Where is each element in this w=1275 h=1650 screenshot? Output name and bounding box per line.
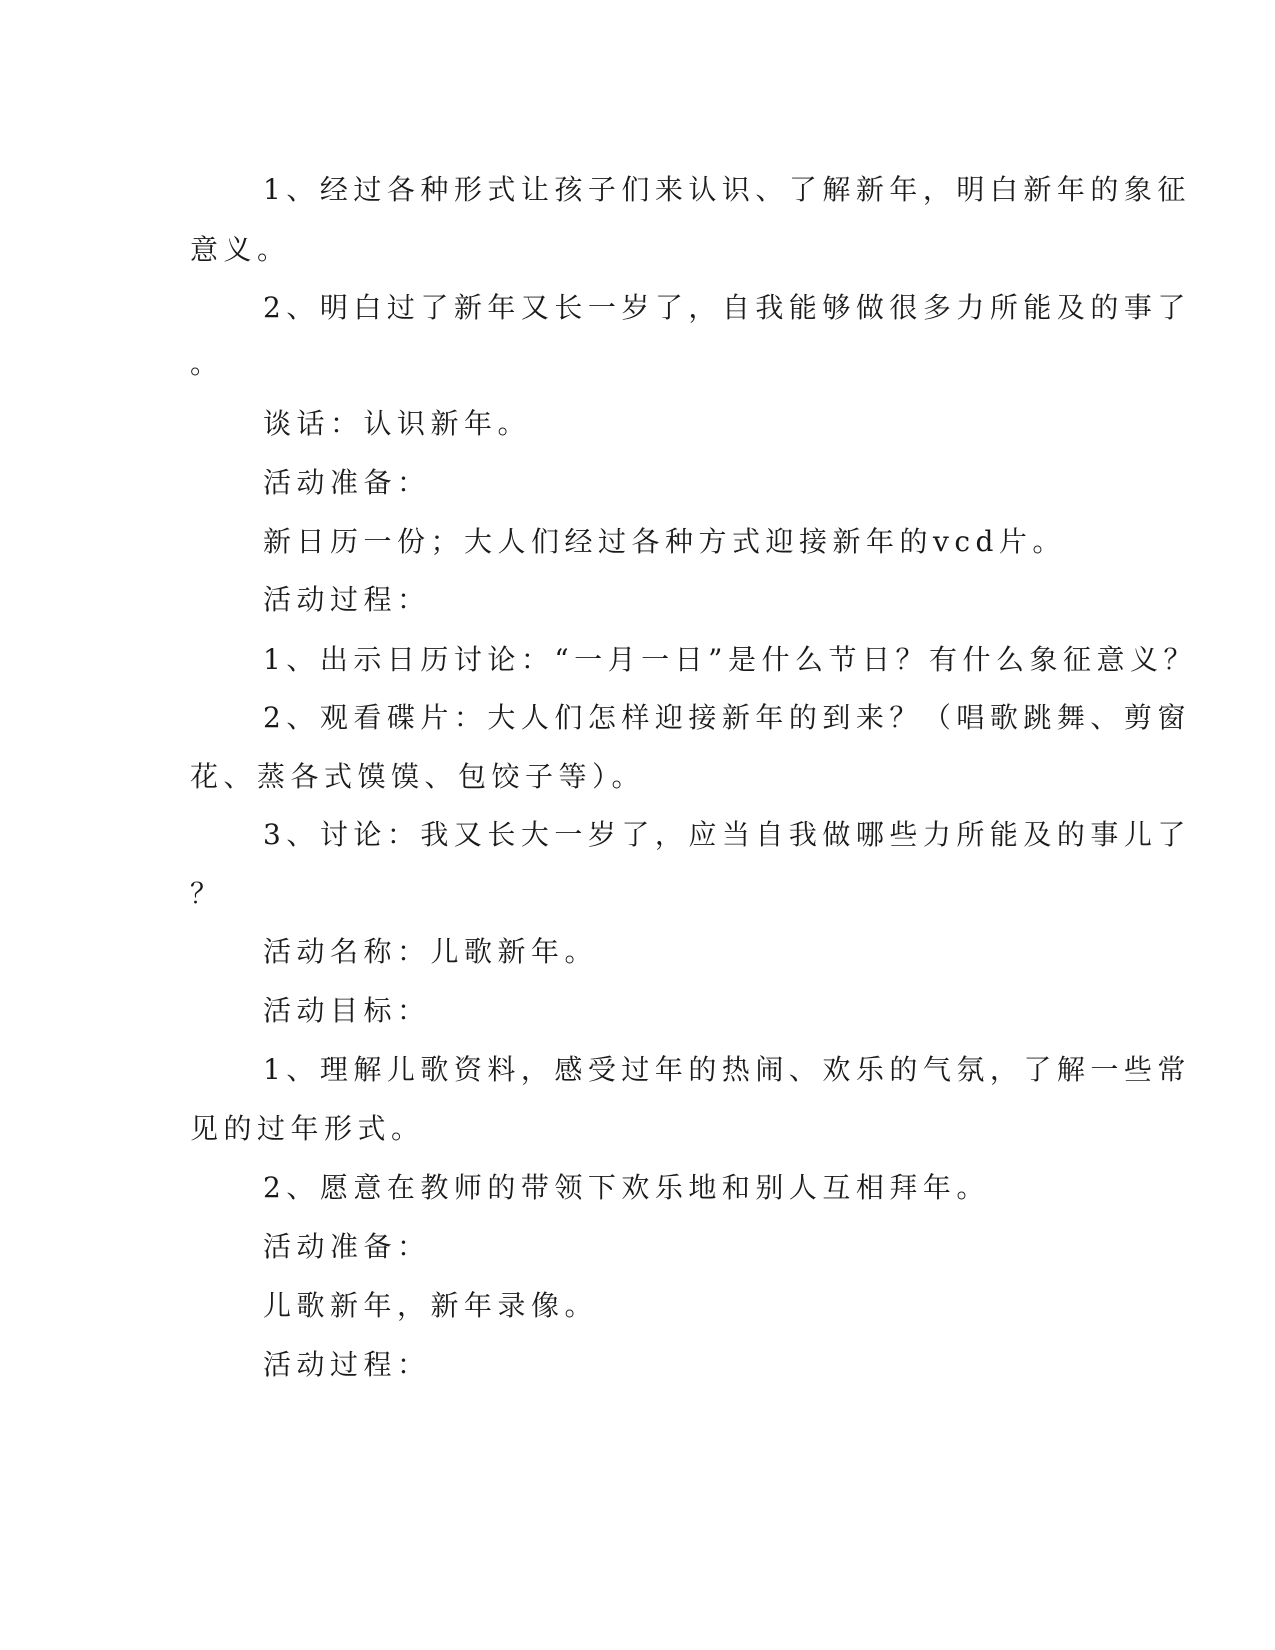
process-step-2-line-1: 2、观看碟片：大人们怎样迎接新年的到来？（唱歌跳舞、剪窗	[263, 701, 1191, 734]
activity-name: 活动名称：儿歌新年。	[263, 935, 599, 968]
goal-2-line-1: 2、明白过了新年又长一岁了，自我能够做很多力所能及的事了	[263, 291, 1191, 324]
activity-goals-heading: 活动目标：	[263, 994, 431, 1027]
process-heading-1: 活动过程：	[263, 583, 431, 616]
activity-goal-2: 2、愿意在教师的带领下欢乐地和别人互相拜年。	[263, 1171, 990, 1204]
preparation-text-1: 新日历一份；大人们经过各种方式迎接新年的vcd片。	[263, 525, 1066, 558]
preparation-heading-2: 活动准备：	[263, 1230, 431, 1263]
process-step-1: 1、出示日历讨论：“一月一日”是什么节日？有什么象征意义？	[263, 643, 1197, 676]
process-heading-2: 活动过程：	[263, 1348, 431, 1381]
preparation-heading-1: 活动准备：	[263, 466, 431, 499]
activity-goal-1-line-2: 见的过年形式。	[190, 1112, 425, 1145]
talk-title: 谈话：认识新年。	[263, 407, 532, 440]
goal-1-line-2: 意义。	[190, 233, 291, 266]
goal-1-line-1: 1、经过各种形式让孩子们来认识、了解新年，明白新年的象征	[263, 173, 1191, 206]
preparation-text-2: 儿歌新年，新年录像。	[263, 1289, 599, 1322]
process-step-3-line-2: ？	[190, 877, 224, 910]
goal-2-line-2: 。	[190, 347, 224, 380]
process-step-2-line-2: 花、蒸各式馍馍、包饺子等）。	[190, 760, 646, 793]
activity-goal-1-line-1: 1、理解儿歌资料，感受过年的热闹、欢乐的气氛，了解一些常	[263, 1053, 1191, 1086]
process-step-3-line-1: 3、讨论：我又长大一岁了，应当自我做哪些力所能及的事儿了	[263, 818, 1191, 851]
